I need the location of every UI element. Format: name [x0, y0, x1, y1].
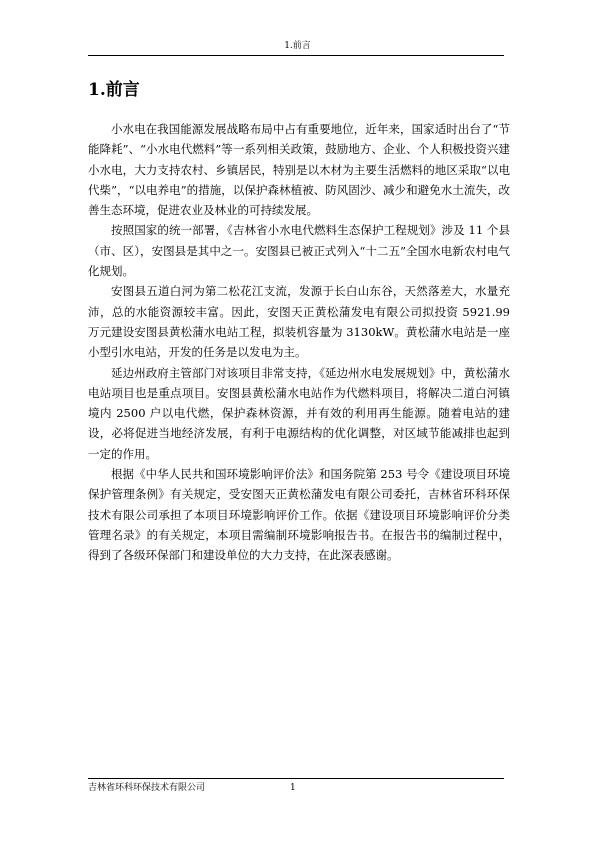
footer-divider [88, 778, 504, 779]
paragraph-3: 安图县五道白河为第二松花江支流，发源于长白山东谷，天然落差大，水量充沛，总的水能资源较丰富。因此，安图天正黄松蒲发电有限公司拟投资 5921.99 万元建设安图县黄松蒲水电站工程，拟装机容量为 3130kW。黄松蒲水电站是一座小型引水电站，开发的任务是以发电为主。 [88, 284, 510, 360]
section-title: 1.前言 [88, 80, 140, 100]
footer-company: 吉林省环科环保技术有限公司 [88, 783, 206, 793]
paragraph-2: 按照国家的统一部署，《吉林省小水电代燃料生态保护工程规划》涉及 11 个县（市、区），安图县是其中之一。安图县已被正式列入“十二五”全国水电新农村电气化规划。 [88, 223, 510, 279]
page-number: 1 [290, 783, 296, 793]
header-divider [88, 55, 504, 56]
paragraph-1: 小水电在我国能源发展战略布局中占有重要地位，近年来，国家适时出台了“节能降耗”、“小水电代燃料”等一系列相关政策，鼓励地方、企业、个人积极投资兴建小水电，大力支持农村、乡镇居民，特别是以木材为主要生活燃料的地区采取“以电代柴”，“以电养电”的措施，以保护森林植被、防风固沙、减少和避免水土流失，改善生态环境，促进农业及林业的可持续发展。 [88, 122, 510, 218]
paragraph-5: 根据《中华人民共和国环境影响评价法》和国务院第 253 号令《建设项目环境保护管理条例》有关规定，受安图天正黄松蒲发电有限公司委托，吉林省环科环保技术有限公司承担了本项目环境影响评价工作。依据《建设项目环境影响评价分类管理名录》的有关规定，本项目需编制环境影响报告书。在报告书的编制过程中，得到了各级环保部门和建设单位的大力支持，在此深表感谢。 [88, 467, 510, 563]
running-header: 1.前言 [284, 41, 311, 51]
paragraph-4: 延边州政府主管部门对该项目非常支持，《延边州水电发展规划》中，黄松蒲水电站项目也是重点项目。安图县黄松蒲水电站作为代燃料项目，将解决二道白河镇境内 2500 户以电代燃，保护森林资源，并有效的利用再生能源。随着电站的建设，必将促进当地经济发展，有利于电源结构的优化调整，对区域节能减排也起到一定的作用。 [88, 365, 510, 461]
body-text [88, 119, 510, 566]
